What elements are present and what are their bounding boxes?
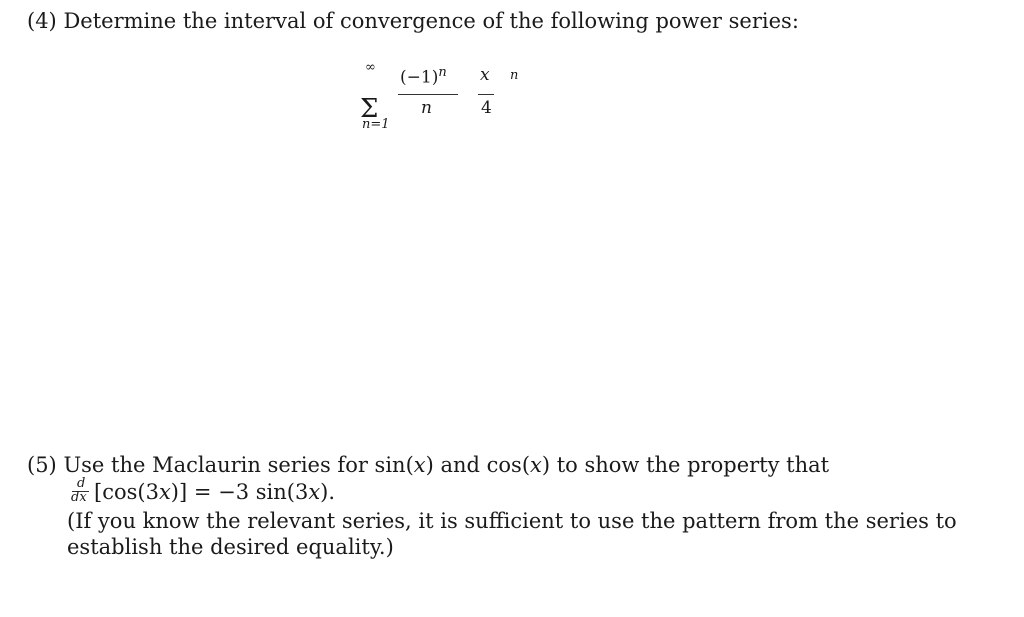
series-power: n (510, 68, 519, 83)
fraction-2-denominator: 4 (481, 98, 492, 118)
derivative-denominator: dx (71, 490, 87, 505)
sum-upper-limit: ∞ (365, 60, 376, 75)
derivative-numerator: d (77, 476, 86, 491)
fraction-1-bar (398, 94, 458, 95)
problem-4-text: Determine the interval of convergence of the following power series: (63, 9, 799, 33)
problem-5-number: (5) (27, 453, 57, 477)
derivative-equation: [cos(3x)] = −3 sin(3x). (94, 480, 336, 504)
problem-5-line-3: (If you know the relevant series, it is sufficient to use the pattern from the series to (67, 509, 957, 533)
problem-5-line-1: (5) Use the Maclaurin series for sin(x) and cos(x) to show the property that (27, 453, 830, 477)
fraction-2-numerator: x (480, 65, 490, 85)
fraction-2-bar (478, 94, 494, 95)
fraction-1-denominator: n (421, 98, 432, 118)
sum-symbol: Σ (360, 94, 379, 124)
problem-4-heading (27, 8, 799, 34)
problem-4-number: (4) (27, 9, 57, 33)
problem-5-line-4: establish the desired equality.) (67, 535, 394, 559)
sum-lower-limit: n=1 (362, 117, 390, 132)
fraction-1-numerator-exponent: n (438, 65, 447, 80)
fraction-1-numerator: $(-1)^n$ (400, 65, 447, 88)
